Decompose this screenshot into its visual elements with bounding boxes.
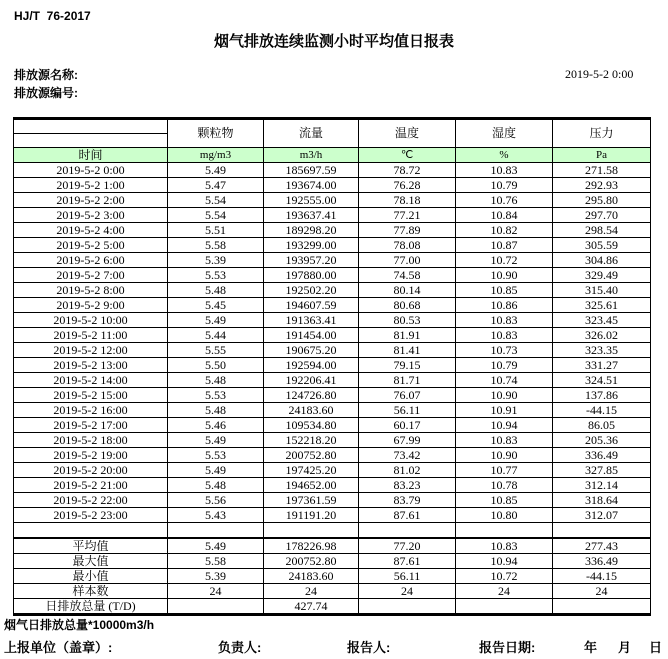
value-cell: 83.23 <box>359 478 456 493</box>
table-row <box>14 433 651 448</box>
summary-value-cell: 24 <box>264 584 359 599</box>
table-row <box>14 208 651 223</box>
time-cell: 2019-5-2 16:00 <box>14 403 168 418</box>
table-row <box>14 238 651 253</box>
value-cell: 197880.00 <box>264 268 359 283</box>
time-cell: 2019-5-2 13:00 <box>14 358 168 373</box>
value-cell: 10.76 <box>456 193 553 208</box>
value-cell: 5.53 <box>168 388 264 403</box>
manager-label: 负责人: <box>218 640 262 655</box>
value-cell: 5.54 <box>168 193 264 208</box>
value-cell: 194607.59 <box>264 298 359 313</box>
value-cell: 331.27 <box>553 358 651 373</box>
summary-value-cell: 24 <box>168 584 264 599</box>
value-cell: 189298.20 <box>264 223 359 238</box>
value-cell: 193957.20 <box>264 253 359 268</box>
value-cell: 194652.00 <box>264 478 359 493</box>
column-header-humidity: 湿度 <box>456 119 553 148</box>
value-cell: 329.49 <box>553 268 651 283</box>
time-cell: 2019-5-2 10:00 <box>14 313 168 328</box>
value-cell: 10.83 <box>456 433 553 448</box>
value-cell: 81.41 <box>359 343 456 358</box>
summary-label: 平均值 <box>14 538 168 554</box>
table-row <box>14 223 651 238</box>
value-cell: 318.64 <box>553 493 651 508</box>
value-cell: 77.21 <box>359 208 456 223</box>
value-cell: 10.79 <box>456 178 553 193</box>
value-cell: 5.48 <box>168 403 264 418</box>
summary-value-cell: 178226.98 <box>264 538 359 554</box>
time-cell: 2019-5-2 23:00 <box>14 508 168 523</box>
table-row <box>14 313 651 328</box>
year-label: 年 <box>584 640 598 655</box>
value-cell: 191363.41 <box>264 313 359 328</box>
value-cell: 197361.59 <box>264 493 359 508</box>
value-cell: 10.90 <box>456 388 553 403</box>
total-emission-note: 烟气日排放总量*10000m3/h <box>4 618 155 632</box>
value-cell: 191191.20 <box>264 508 359 523</box>
value-cell: 73.42 <box>359 448 456 463</box>
source-code-label: 排放源编号: <box>14 86 78 100</box>
day-label: 日 <box>649 640 663 655</box>
summary-value-cell <box>553 599 651 615</box>
value-cell: 10.78 <box>456 478 553 493</box>
value-cell: 74.58 <box>359 268 456 283</box>
time-header: 时间 <box>14 148 168 163</box>
summary-value-cell: 10.83 <box>456 538 553 554</box>
standard-number: HJ/T 76-2017 <box>14 9 91 23</box>
value-cell: 295.80 <box>553 193 651 208</box>
table-row <box>14 388 651 403</box>
value-cell: 80.14 <box>359 283 456 298</box>
summary-value-cell: 24 <box>456 584 553 599</box>
time-cell: 2019-5-2 17:00 <box>14 418 168 433</box>
summary-value-cell: 5.58 <box>168 554 264 569</box>
value-cell: 297.70 <box>553 208 651 223</box>
value-cell: 315.40 <box>553 283 651 298</box>
value-cell: 327.85 <box>553 463 651 478</box>
value-cell: 10.83 <box>456 163 553 178</box>
value-cell: 78.08 <box>359 238 456 253</box>
value-cell: 87.61 <box>359 508 456 523</box>
unit-particulate: mg/m3 <box>168 148 264 163</box>
value-cell: 325.61 <box>553 298 651 313</box>
value-cell: 152218.20 <box>264 433 359 448</box>
table-row <box>14 343 651 358</box>
unit-pressure: Pa <box>553 148 651 163</box>
value-cell: 193299.00 <box>264 238 359 253</box>
reporter-label: 报告人: <box>347 640 391 655</box>
time-cell: 2019-5-2 7:00 <box>14 268 168 283</box>
value-cell: 10.82 <box>456 223 553 238</box>
time-header-blank-top <box>14 119 168 134</box>
table-row <box>14 493 651 508</box>
column-header-pressure: 压力 <box>553 119 651 148</box>
value-cell: 10.90 <box>456 448 553 463</box>
hourly-average-table <box>13 117 651 616</box>
value-cell: 10.84 <box>456 208 553 223</box>
value-cell: 83.79 <box>359 493 456 508</box>
table-row <box>14 403 651 418</box>
summary-row <box>14 554 651 569</box>
summary-value-cell: 56.11 <box>359 569 456 584</box>
summary-value-cell: 5.39 <box>168 569 264 584</box>
value-cell: 77.00 <box>359 253 456 268</box>
table-row <box>14 283 651 298</box>
value-cell: 5.47 <box>168 178 264 193</box>
time-cell: 2019-5-2 18:00 <box>14 433 168 448</box>
table-row <box>14 298 651 313</box>
value-cell: 78.18 <box>359 193 456 208</box>
summary-value-cell: 24183.60 <box>264 569 359 584</box>
value-cell: 10.91 <box>456 403 553 418</box>
value-cell: 197425.20 <box>264 463 359 478</box>
value-cell: 192555.00 <box>264 193 359 208</box>
summary-value-cell: 10.94 <box>456 554 553 569</box>
value-cell: 191454.00 <box>264 328 359 343</box>
value-cell: 81.71 <box>359 373 456 388</box>
column-header-flow: 流量 <box>264 119 359 148</box>
summary-value-cell <box>359 599 456 615</box>
unit-flow: m3/h <box>264 148 359 163</box>
value-cell: 5.53 <box>168 448 264 463</box>
value-cell: 5.55 <box>168 343 264 358</box>
value-cell: 5.48 <box>168 373 264 388</box>
time-cell: 2019-5-2 22:00 <box>14 493 168 508</box>
value-cell: 10.94 <box>456 418 553 433</box>
value-cell: 5.56 <box>168 493 264 508</box>
value-cell: 10.90 <box>456 268 553 283</box>
value-cell: 81.91 <box>359 328 456 343</box>
value-cell: 10.72 <box>456 253 553 268</box>
summary-label: 样本数 <box>14 584 168 599</box>
value-cell: 192206.41 <box>264 373 359 388</box>
value-cell: 10.85 <box>456 283 553 298</box>
value-cell: 10.73 <box>456 343 553 358</box>
time-cell: 2019-5-2 4:00 <box>14 223 168 238</box>
time-cell: 2019-5-2 1:00 <box>14 178 168 193</box>
value-cell: 192594.00 <box>264 358 359 373</box>
time-cell: 2019-5-2 14:00 <box>14 373 168 388</box>
time-cell: 2019-5-2 19:00 <box>14 448 168 463</box>
value-cell: 292.93 <box>553 178 651 193</box>
spacer-row <box>14 523 651 539</box>
value-cell: 5.49 <box>168 433 264 448</box>
value-cell: 137.86 <box>553 388 651 403</box>
time-cell: 2019-5-2 20:00 <box>14 463 168 478</box>
time-cell: 2019-5-2 5:00 <box>14 238 168 253</box>
unit-temperature: ℃ <box>359 148 456 163</box>
value-cell: 200752.80 <box>264 448 359 463</box>
value-cell: 5.43 <box>168 508 264 523</box>
value-cell: 312.14 <box>553 478 651 493</box>
value-cell: 304.86 <box>553 253 651 268</box>
summary-row <box>14 538 651 554</box>
value-cell: 5.39 <box>168 253 264 268</box>
value-cell: 205.36 <box>553 433 651 448</box>
table-row <box>14 418 651 433</box>
value-cell: 24183.60 <box>264 403 359 418</box>
time-cell: 2019-5-2 0:00 <box>14 163 168 178</box>
time-cell: 2019-5-2 15:00 <box>14 388 168 403</box>
value-cell: 80.53 <box>359 313 456 328</box>
value-cell: 323.45 <box>553 313 651 328</box>
value-cell: 56.11 <box>359 403 456 418</box>
value-cell: 10.83 <box>456 313 553 328</box>
summary-value-cell: 336.49 <box>553 554 651 569</box>
value-cell: 5.54 <box>168 208 264 223</box>
summary-value-cell <box>168 599 264 615</box>
table-row <box>14 163 651 178</box>
value-cell: 79.15 <box>359 358 456 373</box>
report-date-label: 报告日期: <box>479 640 536 655</box>
summary-label: 最大值 <box>14 554 168 569</box>
value-cell: 10.77 <box>456 463 553 478</box>
time-cell: 2019-5-2 9:00 <box>14 298 168 313</box>
time-header-blank-bottom <box>14 134 168 148</box>
value-cell: 10.86 <box>456 298 553 313</box>
summary-value-cell: 87.61 <box>359 554 456 569</box>
summary-value-cell: 77.20 <box>359 538 456 554</box>
value-cell: 77.89 <box>359 223 456 238</box>
value-cell: 86.05 <box>553 418 651 433</box>
value-cell: 5.53 <box>168 268 264 283</box>
value-cell: 80.68 <box>359 298 456 313</box>
value-cell: 323.35 <box>553 343 651 358</box>
month-label: 月 <box>618 640 632 655</box>
table-row <box>14 193 651 208</box>
summary-row <box>14 569 651 584</box>
value-cell: 10.87 <box>456 238 553 253</box>
value-cell: 5.46 <box>168 418 264 433</box>
value-cell: 81.02 <box>359 463 456 478</box>
time-cell: 2019-5-2 2:00 <box>14 193 168 208</box>
summary-value-cell: 24 <box>359 584 456 599</box>
value-cell: 312.07 <box>553 508 651 523</box>
value-cell: 76.28 <box>359 178 456 193</box>
summary-label: 最小值 <box>14 569 168 584</box>
value-cell: 5.44 <box>168 328 264 343</box>
time-cell: 2019-5-2 12:00 <box>14 343 168 358</box>
table-row <box>14 478 651 493</box>
summary-value-cell <box>456 599 553 615</box>
table-row <box>14 508 651 523</box>
value-cell: 124726.80 <box>264 388 359 403</box>
summary-row <box>14 584 651 599</box>
value-cell: 67.99 <box>359 433 456 448</box>
value-cell: 305.59 <box>553 238 651 253</box>
time-cell: 2019-5-2 3:00 <box>14 208 168 223</box>
value-cell: 109534.80 <box>264 418 359 433</box>
table-row <box>14 328 651 343</box>
value-cell: 5.49 <box>168 313 264 328</box>
table-row <box>14 178 651 193</box>
page-title: 烟气排放连续监测小时平均值日报表 <box>213 33 454 50</box>
summary-value-cell: 24 <box>553 584 651 599</box>
summary-value-cell: 5.49 <box>168 538 264 554</box>
value-cell: 10.83 <box>456 328 553 343</box>
unit-row <box>14 148 651 163</box>
report-unit-label: 上报单位（盖章）: <box>4 640 113 655</box>
summary-row <box>14 599 651 615</box>
column-header-temperature: 温度 <box>359 119 456 148</box>
value-cell: 5.49 <box>168 163 264 178</box>
value-cell: 10.74 <box>456 373 553 388</box>
summary-label: 日排放总量 (T/D) <box>14 599 168 615</box>
value-cell: 5.48 <box>168 478 264 493</box>
value-cell: 5.45 <box>168 298 264 313</box>
time-cell: 2019-5-2 6:00 <box>14 253 168 268</box>
summary-value-cell: 10.72 <box>456 569 553 584</box>
value-cell: 271.58 <box>553 163 651 178</box>
value-cell: 5.50 <box>168 358 264 373</box>
value-cell: 192502.20 <box>264 283 359 298</box>
value-cell: 78.72 <box>359 163 456 178</box>
summary-value-cell: -44.15 <box>553 569 651 584</box>
table-row <box>14 268 651 283</box>
value-cell: 10.85 <box>456 493 553 508</box>
value-cell: 10.80 <box>456 508 553 523</box>
time-cell: 2019-5-2 8:00 <box>14 283 168 298</box>
value-cell: 193637.41 <box>264 208 359 223</box>
table-row <box>14 448 651 463</box>
summary-value-cell: 277.43 <box>553 538 651 554</box>
time-cell: 2019-5-2 21:00 <box>14 478 168 493</box>
header-row-top <box>14 119 651 134</box>
value-cell: 5.51 <box>168 223 264 238</box>
value-cell: 193674.00 <box>264 178 359 193</box>
value-cell: 5.48 <box>168 283 264 298</box>
value-cell: 5.58 <box>168 238 264 253</box>
column-header-particulate: 颗粒物 <box>168 119 264 148</box>
time-cell: 2019-5-2 11:00 <box>14 328 168 343</box>
value-cell: 190675.20 <box>264 343 359 358</box>
table-row <box>14 253 651 268</box>
table-row <box>14 463 651 478</box>
value-cell: 5.49 <box>168 463 264 478</box>
report-datetime: 2019-5-2 0:00 <box>565 67 634 81</box>
value-cell: -44.15 <box>553 403 651 418</box>
value-cell: 336.49 <box>553 448 651 463</box>
value-cell: 76.07 <box>359 388 456 403</box>
value-cell: 185697.59 <box>264 163 359 178</box>
unit-humidity: % <box>456 148 553 163</box>
table-row <box>14 358 651 373</box>
value-cell: 326.02 <box>553 328 651 343</box>
table-row <box>14 373 651 388</box>
summary-value-cell: 427.74 <box>264 599 359 615</box>
source-name-label: 排放源名称: <box>14 68 78 82</box>
value-cell: 298.54 <box>553 223 651 238</box>
value-cell: 324.51 <box>553 373 651 388</box>
value-cell: 60.17 <box>359 418 456 433</box>
value-cell: 10.79 <box>456 358 553 373</box>
summary-value-cell: 200752.80 <box>264 554 359 569</box>
